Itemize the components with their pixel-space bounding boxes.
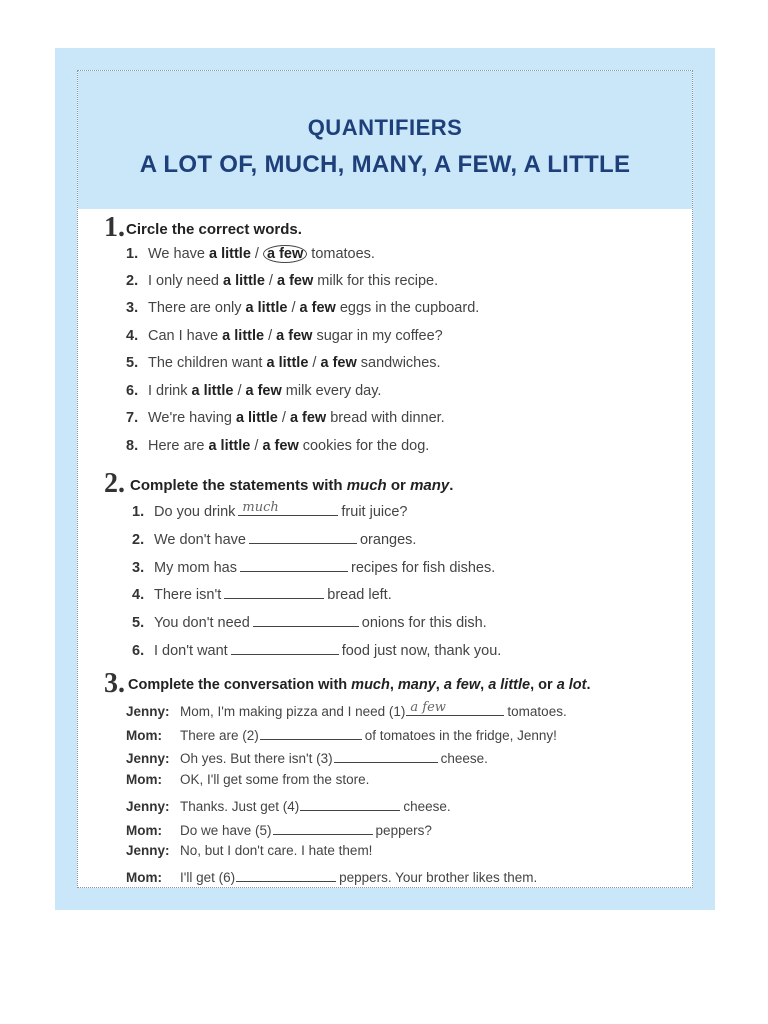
item-number: 4. bbox=[132, 587, 145, 604]
option-separator: / bbox=[264, 327, 277, 344]
exercise-2-item bbox=[132, 529, 416, 548]
line-text-after: cheese. bbox=[403, 798, 451, 814]
dialogue-line bbox=[126, 867, 537, 885]
item-number: 2. bbox=[126, 272, 139, 289]
item-text-before: My mom has bbox=[154, 559, 237, 576]
item-text-before: We have bbox=[148, 246, 209, 262]
line-text-after: cheese. bbox=[440, 751, 488, 767]
speaker-name: Jenny: bbox=[126, 751, 170, 767]
section-number: 1. bbox=[104, 212, 125, 243]
item-text-after: eggs in the cupboard. bbox=[335, 300, 480, 316]
option-2[interactable]: a few bbox=[276, 272, 314, 289]
exercise-2-item bbox=[132, 584, 392, 603]
option-2[interactable]: a few bbox=[245, 382, 282, 399]
dialogue-line bbox=[126, 725, 557, 743]
answer-blank[interactable] bbox=[249, 529, 357, 544]
exercise-1-item bbox=[126, 355, 441, 371]
dialogue-line bbox=[126, 796, 451, 814]
answer-blank[interactable] bbox=[300, 796, 400, 811]
item-text-before: You don't need bbox=[154, 615, 250, 632]
item-text-before: I drink bbox=[148, 382, 192, 399]
answer-blank[interactable] bbox=[240, 557, 348, 572]
line-text-before: No, but I don't care. I hate them! bbox=[180, 843, 373, 859]
answer-blank[interactable] bbox=[238, 501, 338, 516]
line-text-before: There are (2) bbox=[180, 727, 259, 743]
item-number: 1. bbox=[132, 504, 145, 520]
option-1[interactable]: a little bbox=[222, 272, 265, 289]
section-instruction: Complete the conversation with much, many, a few, a little, or a lot. bbox=[128, 677, 591, 693]
item-text-before: I don't want bbox=[154, 643, 228, 659]
header-banner bbox=[78, 71, 692, 209]
option-1[interactable]: a little bbox=[209, 246, 251, 262]
answer-blank[interactable] bbox=[236, 867, 336, 882]
answer-blank[interactable] bbox=[253, 612, 359, 627]
item-text-before: There are only bbox=[148, 300, 246, 316]
line-text-after: tomatoes. bbox=[507, 704, 567, 719]
dialogue-line bbox=[126, 820, 432, 838]
handwritten-answer: a few bbox=[410, 700, 446, 715]
line-text-before: OK, I'll get some from the store. bbox=[180, 772, 370, 788]
option-separator: / bbox=[287, 300, 300, 316]
exercise-1-item bbox=[126, 300, 479, 316]
item-text-after: sandwiches. bbox=[356, 355, 441, 371]
line-text-after: peppers? bbox=[375, 822, 432, 838]
option-separator: / bbox=[250, 246, 263, 262]
speaker-name: Mom: bbox=[126, 772, 162, 788]
option-1[interactable]: a little bbox=[245, 300, 288, 316]
exercise-1-item bbox=[126, 438, 429, 454]
exercise-1-item bbox=[126, 410, 445, 426]
item-text-before: Can I have bbox=[148, 327, 223, 344]
speaker-name: Mom: bbox=[126, 822, 162, 838]
page-title: QUANTIFIERS bbox=[307, 115, 463, 140]
exercise-2-item bbox=[132, 640, 501, 659]
option-1[interactable]: a little bbox=[235, 410, 278, 426]
item-text-after: fruit juice? bbox=[341, 504, 408, 520]
item-text-after: bread left. bbox=[327, 587, 392, 604]
item-text-before: Here are bbox=[148, 437, 209, 454]
option-1[interactable]: a little bbox=[208, 437, 251, 454]
speaker-name: Jenny: bbox=[126, 798, 170, 814]
item-text-after: cookies for the dog. bbox=[298, 437, 430, 454]
dialogue-line bbox=[126, 748, 488, 766]
option-2[interactable]: a few bbox=[320, 355, 357, 371]
item-number: 8. bbox=[126, 437, 139, 454]
circled-answer[interactable]: a few bbox=[263, 245, 307, 263]
answer-blank[interactable] bbox=[406, 701, 504, 716]
exercise-1-item bbox=[126, 328, 443, 344]
answer-blank[interactable] bbox=[273, 820, 373, 835]
item-text-before: There isn't bbox=[154, 587, 222, 604]
line-text-before: I'll get (6) bbox=[180, 869, 236, 885]
item-text-after: milk for this recipe. bbox=[313, 272, 439, 289]
item-text-before: I only need bbox=[148, 272, 223, 289]
line-text-after: peppers. Your brother likes them. bbox=[339, 869, 538, 885]
answer-blank[interactable] bbox=[334, 748, 438, 763]
dialogue-line bbox=[126, 843, 372, 858]
item-text-after: bread with dinner. bbox=[326, 410, 445, 426]
item-number: 1. bbox=[126, 246, 139, 262]
section-instruction: Complete the statements with much or many. bbox=[130, 477, 454, 494]
line-text-after: of tomatoes in the fridge, Jenny! bbox=[364, 727, 557, 743]
item-text-before: We're having bbox=[148, 410, 236, 426]
speaker-name: Mom: bbox=[126, 869, 162, 885]
line-text-before: Do we have (5) bbox=[180, 822, 272, 838]
section-number: 2. bbox=[104, 468, 125, 499]
option-1[interactable]: a little bbox=[266, 355, 309, 371]
item-text-after: tomatoes. bbox=[307, 246, 375, 262]
option-2[interactable]: a few bbox=[262, 437, 299, 454]
option-separator: / bbox=[233, 382, 246, 399]
item-text-before: The children want bbox=[148, 355, 267, 371]
option-2[interactable]: a few bbox=[276, 327, 313, 344]
dotted-border-frame bbox=[77, 70, 693, 888]
item-text-after: milk every day. bbox=[281, 382, 382, 399]
exercise-2-item bbox=[132, 557, 495, 576]
handwritten-answer: much bbox=[242, 500, 279, 515]
item-text-after: recipes for fish dishes. bbox=[351, 559, 496, 576]
section-instruction: Circle the correct words. bbox=[126, 221, 302, 238]
option-1[interactable]: a little bbox=[222, 327, 265, 344]
worksheet bbox=[55, 48, 715, 910]
page-subtitle: A LOT OF, MUCH, MANY, A FEW, A LITTLE bbox=[139, 151, 631, 178]
item-number: 2. bbox=[132, 531, 145, 548]
answer-blank[interactable] bbox=[231, 640, 339, 655]
speaker-name: Mom: bbox=[126, 727, 162, 743]
exercise-1-item bbox=[126, 245, 375, 263]
item-text-before: Do you drink bbox=[154, 504, 236, 520]
item-text-before: We don't have bbox=[154, 531, 246, 548]
item-text-after: food just now, thank you. bbox=[341, 643, 502, 659]
answer-blank[interactable] bbox=[224, 584, 324, 599]
exercise-2-item bbox=[132, 612, 487, 631]
line-text-before: Oh yes. But there isn't (3) bbox=[180, 751, 333, 767]
item-number: 6. bbox=[126, 382, 139, 399]
section-number: 3. bbox=[104, 668, 125, 699]
option-2[interactable]: a few bbox=[299, 300, 336, 316]
item-number: 4. bbox=[126, 327, 139, 344]
item-number: 5. bbox=[132, 615, 145, 632]
item-number: 7. bbox=[126, 410, 139, 426]
item-text-after: sugar in my coffee? bbox=[312, 327, 443, 344]
exercise-1-item bbox=[126, 383, 381, 399]
option-separator: / bbox=[308, 355, 321, 371]
item-number: 3. bbox=[132, 559, 145, 576]
item-text-after: onions for this dish. bbox=[361, 615, 487, 632]
item-text-after: oranges. bbox=[359, 531, 417, 548]
line-text-before: Mom, I'm making pizza and I need (1) bbox=[180, 704, 406, 719]
item-number: 5. bbox=[126, 355, 139, 371]
line-text-before: Thanks. Just get (4) bbox=[180, 798, 300, 814]
item-number: 6. bbox=[132, 643, 145, 659]
speaker-name: Jenny: bbox=[126, 704, 170, 719]
option-2[interactable]: a few bbox=[289, 410, 327, 426]
dialogue-line bbox=[126, 701, 567, 719]
option-separator: / bbox=[277, 410, 290, 426]
speaker-name: Jenny: bbox=[126, 843, 170, 859]
item-number: 3. bbox=[126, 300, 139, 316]
dialogue-line bbox=[126, 772, 369, 787]
exercise-1-item bbox=[126, 273, 438, 289]
option-separator: / bbox=[250, 437, 263, 454]
option-1[interactable]: a little bbox=[191, 382, 234, 399]
exercise-2-item bbox=[132, 501, 408, 520]
option-separator: / bbox=[264, 272, 277, 289]
answer-blank[interactable] bbox=[260, 725, 362, 740]
